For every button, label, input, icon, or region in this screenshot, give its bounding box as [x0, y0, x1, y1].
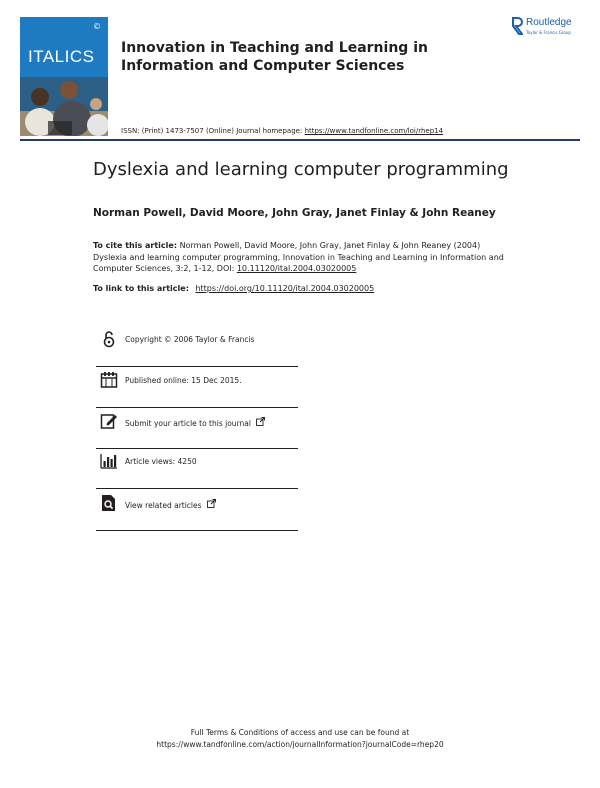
- published-date: Published online: 15 Dec 2015.: [125, 376, 242, 385]
- related-articles-label: View related articles: [125, 501, 202, 510]
- related-row[interactable]: [96, 490, 298, 524]
- external-link-icon: [256, 417, 265, 426]
- external-link-icon: [207, 499, 216, 508]
- article-link-line: [93, 284, 374, 293]
- article-title: Dyslexia and learning computer programming: [93, 159, 509, 180]
- citation-label: To cite this article:: [93, 241, 178, 250]
- copyright-row: [96, 326, 298, 360]
- bar-chart-icon: [100, 452, 118, 470]
- publisher-name: Routledge: [526, 17, 572, 28]
- article-link-label: To link to this article:: [93, 284, 189, 293]
- footer: [0, 727, 600, 751]
- footer-terms-link[interactable]: https://www.tandfonline.com/action/journalInformation?journalCode=rhep20: [156, 740, 444, 749]
- citation-doi-link[interactable]: 10.11120/ital.2004.03020005: [236, 264, 357, 273]
- calendar-icon: [100, 371, 118, 389]
- cover-photo: [20, 77, 108, 136]
- journal-cover: [20, 17, 108, 136]
- journal-title: Innovation in Teaching and Learning in Information and Computer Sciences: [121, 40, 428, 74]
- submit-article-link[interactable]: [125, 417, 265, 428]
- related-articles-link[interactable]: [125, 499, 216, 510]
- citation-text: Norman Powell, David Moore, John Gray, Janet Finlay & John Reaney (2004) Dyslexia and learning computer programming, Innovation in Teaching and Learning in Information and Computer Sciences, 3:2, 1-12, DOI:: [93, 241, 504, 273]
- submit-article-label: Submit your article to this journal: [125, 419, 251, 428]
- cover-mark: ©: [93, 22, 101, 31]
- submit-row[interactable]: [96, 408, 298, 442]
- cover-logo: ITALICS: [28, 47, 95, 66]
- citation-block: [93, 240, 513, 275]
- published-row: [96, 367, 298, 401]
- journal-homepage-link[interactable]: https://www.tandfonline.com/loi/rhep14: [304, 127, 444, 135]
- publisher-subtitle: Taylor & Francis Group: [526, 30, 571, 35]
- views-row: [96, 448, 298, 482]
- search-document-icon: [100, 494, 118, 512]
- open-access-icon: [100, 330, 118, 348]
- article-views: Article views: 4250: [125, 457, 197, 466]
- routledge-icon: [511, 17, 523, 35]
- issn-line: [121, 127, 443, 135]
- copyright-text: Copyright © 2006 Taylor & Francis: [125, 335, 255, 344]
- article-link[interactable]: https://doi.org/10.11120/ital.2004.03020005: [195, 284, 375, 293]
- article-authors: Norman Powell, David Moore, John Gray, Janet Finlay & John Reaney: [93, 207, 496, 219]
- header-divider: [20, 139, 580, 141]
- issn-text: ISSN: (Print) 1473-7507 (Online) Journal homepage:: [121, 127, 303, 135]
- footer-terms-text: Full Terms & Conditions of access and use can be found at: [190, 728, 410, 737]
- edit-icon: [100, 412, 118, 430]
